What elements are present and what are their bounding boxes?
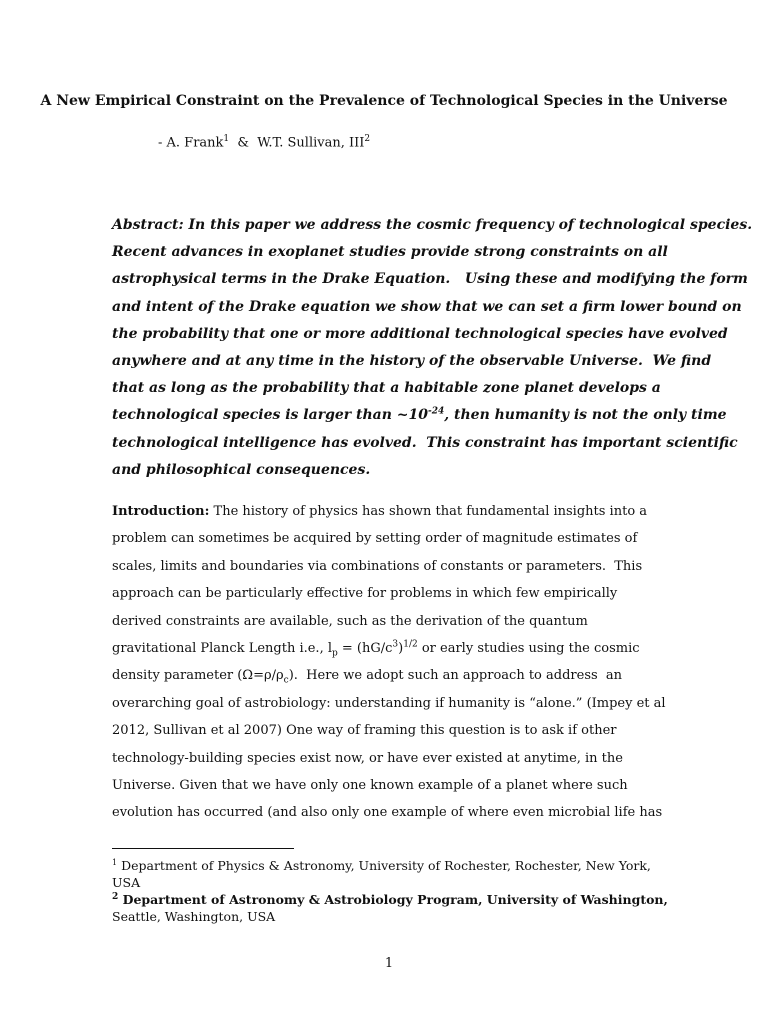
planck-length-line: [112, 635, 660, 662]
abstract-line: anywhere and at any time in the history of the observable Universe. We find: [112, 353, 712, 370]
intro-heading: Introduction:: [112, 504, 210, 519]
exponent: -24: [428, 406, 445, 417]
author-frank: - A. Frank: [158, 135, 224, 151]
footnote-text: Seattle, Washington, USA: [112, 909, 276, 924]
intro-text: = (hG/c: [337, 641, 393, 657]
subscript: c: [283, 676, 289, 687]
intro-line: evolution has occurred (and also only one example of where even microbial life has: [112, 805, 663, 821]
intro-text: ): [398, 641, 404, 657]
author-sullivan: & W.T. Sullivan, III: [229, 135, 365, 151]
superscript: 3: [392, 639, 399, 650]
author-line: [158, 134, 370, 150]
intro-line: scales, limits and boundaries via combinations of constants or parameters. This: [112, 558, 643, 574]
intro-text: The history of physics has shown that fundamental insights into a: [209, 504, 648, 519]
footnotes: [112, 857, 672, 925]
footnote-1: [112, 857, 672, 891]
density-parameter-line: [112, 662, 660, 689]
intro-text: or early studies using the cosmic: [417, 641, 640, 657]
abstract-line: technological intelligence has evolved. This constraint has important scientific: [112, 434, 738, 451]
intro-line: Universe. Given that we have only one known example of a planet where such: [112, 778, 628, 794]
page-number: 1: [384, 956, 394, 971]
paper-title: A New Empirical Constraint on the Prevalence of Technological Species in the Universe: [40, 93, 728, 109]
intro-line: overarching goal of astrobiology: understanding if humanity is “alone.” (Impey et al: [112, 695, 666, 711]
footnote-text: USA: [112, 875, 141, 890]
author-affil-marker-1: 1: [223, 134, 230, 144]
intro-text: density parameter (Ω=ρ/ρ: [112, 668, 284, 684]
abstract-line: [112, 402, 727, 429]
abstract-line: astrophysical terms in the Drake Equation. Using these and modifying the form: [112, 271, 748, 288]
abstract-line: and philosophical consequences.: [112, 461, 371, 478]
abstract-line: and intent of the Drake equation we show that we can set a firm lower bound on: [112, 298, 742, 315]
abstract-text: , then humanity is not the only time: [444, 407, 727, 424]
intro-line: 2012, Sullivan et al 2007) One way of framing this question is to ask if other: [112, 723, 617, 739]
superscript: 1/2: [403, 639, 418, 650]
intro-line: [112, 498, 660, 525]
intro-text: ). Here we adopt such an approach to address an: [288, 668, 623, 684]
intro-line: approach can be particularly effective for problems in which few empirically: [112, 586, 618, 602]
footnote-marker: 1: [112, 857, 118, 867]
abstract-line: that as long as the probability that a habitable zone planet develops a: [112, 380, 661, 397]
footnote-2: [112, 891, 672, 925]
introduction: [112, 498, 666, 827]
footnote-text: Department of Physics & Astronomy, University of Rochester, Rochester, New York,: [117, 858, 651, 873]
intro-line: derived constraints are available, such as the derivation of the quantum: [112, 613, 588, 629]
intro-line: technology-building species exist now, or have ever existed at anytime, in the: [112, 750, 623, 766]
footnote-divider: [112, 848, 294, 849]
abstract: [112, 212, 753, 484]
author-affil-marker-2: 2: [364, 134, 371, 144]
abstract-line: Abstract: In this paper we address the cosmic frequency of technological species.: [112, 217, 753, 233]
abstract-line: Recent advances in exoplanet studies provide strong constraints on all: [112, 244, 668, 261]
intro-line: problem can sometimes be acquired by setting order of magnitude estimates of: [112, 531, 638, 547]
intro-text: gravitational Planck Length i.e., l: [112, 641, 332, 657]
footnote-text: Department of Astronomy & Astrobiology Program, University of Washington,: [118, 892, 668, 907]
subscript: p: [332, 648, 338, 659]
abstract-line: the probability that one or more additional technological species have evolved: [112, 325, 728, 342]
footnote-marker: 2: [112, 891, 119, 902]
abstract-text: technological species is larger than ~10: [112, 407, 428, 424]
